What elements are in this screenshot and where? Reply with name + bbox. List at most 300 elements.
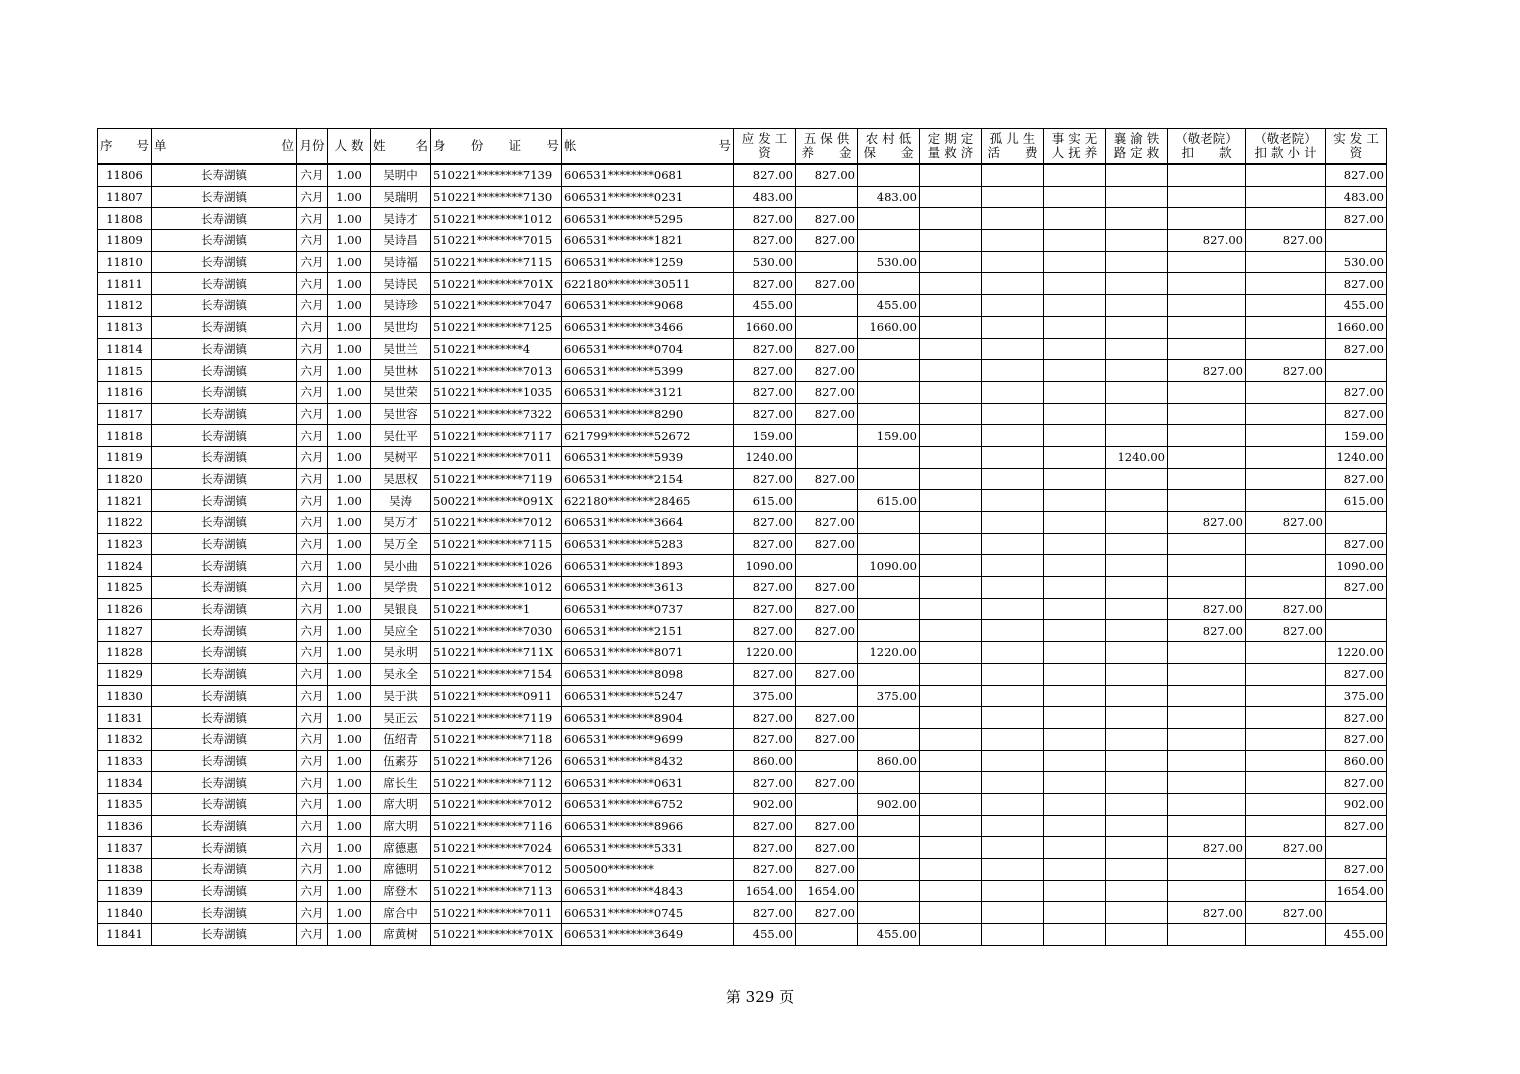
cell-id-number: 510221********1035: [431, 381, 562, 403]
table-row: [98, 425, 1387, 447]
table-row: [98, 251, 1387, 273]
cell-payable: 827.00: [734, 512, 796, 534]
cell-dibao: 375.00: [858, 685, 920, 707]
cell-deduct-subtotal: 827.00: [1246, 902, 1326, 924]
cell-account: 622180********28465: [562, 490, 734, 512]
cell-xiangyu: [1106, 728, 1168, 750]
cell-wubao: 827.00: [796, 707, 858, 729]
cell-shishi: [1044, 490, 1106, 512]
cell-deduct: [1168, 338, 1246, 360]
cell-actual: [1326, 902, 1387, 924]
cell-xiangyu: [1106, 468, 1168, 490]
cell-count: 1.00: [328, 381, 371, 403]
cell-deduct-subtotal: [1246, 186, 1326, 208]
cell-account: 606531********1259: [562, 251, 734, 273]
table-row: [98, 468, 1387, 490]
cell-deduct: [1168, 251, 1246, 273]
cell-dibao: 860.00: [858, 750, 920, 772]
cell-name: 吴明中: [371, 164, 431, 186]
cell-name: 吴思权: [371, 468, 431, 490]
cell-dibao: [858, 381, 920, 403]
cell-count: 1.00: [328, 902, 371, 924]
cell-xiangyu: [1106, 859, 1168, 881]
cell-wubao: 827.00: [796, 164, 858, 186]
cell-dibao: 455.00: [858, 295, 920, 317]
cell-id-number: 510221********7119: [431, 468, 562, 490]
cell-actual: 827.00: [1326, 273, 1387, 295]
cell-wubao: [796, 924, 858, 946]
cell-seq: 11817: [98, 403, 152, 425]
cell-id-number: 510221********7112: [431, 772, 562, 794]
cell-xiangyu: [1106, 750, 1168, 772]
cell-dibao: [858, 707, 920, 729]
table-row: [98, 403, 1387, 425]
cell-actual: 827.00: [1326, 663, 1387, 685]
cell-dibao: 530.00: [858, 251, 920, 273]
cell-count: 1.00: [328, 793, 371, 815]
cell-unit: 长寿湖镇: [152, 880, 297, 902]
table-row: [98, 186, 1387, 208]
cell-name: 席登木: [371, 880, 431, 902]
page-number: 第 329 页: [725, 988, 795, 1006]
header-row: [98, 129, 1387, 165]
cell-actual: 827.00: [1326, 468, 1387, 490]
cell-dingliang: [920, 728, 982, 750]
cell-id-number: 510221********7113: [431, 880, 562, 902]
cell-actual: 827.00: [1326, 208, 1387, 230]
cell-unit: 长寿湖镇: [152, 230, 297, 252]
header-deduct-subtotal: （敬老院） 扣 款 小 计: [1246, 129, 1326, 165]
cell-deduct: 827.00: [1168, 598, 1246, 620]
cell-deduct: [1168, 468, 1246, 490]
cell-actual: 615.00: [1326, 490, 1387, 512]
cell-id-number: 510221********7030: [431, 620, 562, 642]
cell-seq: 11832: [98, 728, 152, 750]
cell-unit: 长寿湖镇: [152, 815, 297, 837]
cell-unit: 长寿湖镇: [152, 663, 297, 685]
cell-count: 1.00: [328, 164, 371, 186]
cell-name: 吴诗珍: [371, 295, 431, 317]
table-row: [98, 512, 1387, 534]
cell-count: 1.00: [328, 273, 371, 295]
cell-name: 吴银良: [371, 598, 431, 620]
cell-dibao: [858, 230, 920, 252]
cell-id-number: 510221********7013: [431, 360, 562, 382]
cell-seq: 11838: [98, 859, 152, 881]
cell-account: 606531********8966: [562, 815, 734, 837]
cell-shishi: [1044, 555, 1106, 577]
cell-deduct-subtotal: 827.00: [1246, 230, 1326, 252]
cell-shishi: [1044, 164, 1106, 186]
cell-deduct: [1168, 859, 1246, 881]
cell-actual: 827.00: [1326, 338, 1387, 360]
cell-dingliang: [920, 555, 982, 577]
header-deduct: （敬老院） 扣 款: [1168, 129, 1246, 165]
cell-actual: 827.00: [1326, 403, 1387, 425]
cell-dibao: [858, 598, 920, 620]
cell-deduct: [1168, 316, 1246, 338]
cell-wubao: [796, 446, 858, 468]
cell-deduct-subtotal: [1246, 555, 1326, 577]
table-row: [98, 663, 1387, 685]
cell-dibao: [858, 620, 920, 642]
cell-id-number: 510221********7115: [431, 251, 562, 273]
cell-xiangyu: [1106, 902, 1168, 924]
cell-guer: [982, 750, 1044, 772]
cell-payable: 827.00: [734, 360, 796, 382]
cell-deduct: [1168, 924, 1246, 946]
cell-payable: 827.00: [734, 837, 796, 859]
cell-dingliang: [920, 772, 982, 794]
cell-shishi: [1044, 707, 1106, 729]
cell-deduct: [1168, 663, 1246, 685]
table-row: [98, 208, 1387, 230]
cell-deduct: [1168, 555, 1246, 577]
cell-actual: 827.00: [1326, 772, 1387, 794]
cell-guer: [982, 772, 1044, 794]
cell-payable: 827.00: [734, 772, 796, 794]
cell-guer: [982, 685, 1044, 707]
cell-month: 六月: [297, 425, 328, 447]
cell-name: 席德明: [371, 859, 431, 881]
table-row: [98, 360, 1387, 382]
cell-wubao: 827.00: [796, 533, 858, 555]
cell-name: 吴小曲: [371, 555, 431, 577]
cell-count: 1.00: [328, 251, 371, 273]
table-row: [98, 295, 1387, 317]
cell-guer: [982, 446, 1044, 468]
cell-xiangyu: [1106, 186, 1168, 208]
cell-id-number: 510221********7139: [431, 164, 562, 186]
cell-id-number: 510221********7126: [431, 750, 562, 772]
cell-account: 606531********9699: [562, 728, 734, 750]
cell-xiangyu: [1106, 642, 1168, 664]
cell-guer: [982, 859, 1044, 881]
cell-unit: 长寿湖镇: [152, 685, 297, 707]
cell-shishi: [1044, 663, 1106, 685]
cell-deduct: [1168, 273, 1246, 295]
cell-count: 1.00: [328, 446, 371, 468]
cell-month: 六月: [297, 251, 328, 273]
cell-deduct: 827.00: [1168, 230, 1246, 252]
cell-wubao: [796, 793, 858, 815]
table-row: [98, 230, 1387, 252]
header-id: 身 份 证 号: [431, 129, 562, 165]
cell-account: 606531********0681: [562, 164, 734, 186]
cell-wubao: 827.00: [796, 663, 858, 685]
cell-dingliang: [920, 381, 982, 403]
cell-name: 席大明: [371, 793, 431, 815]
cell-seq: 11833: [98, 750, 152, 772]
cell-name: 席大明: [371, 815, 431, 837]
cell-account: 606531********5399: [562, 360, 734, 382]
cell-deduct-subtotal: [1246, 446, 1326, 468]
cell-wubao: 827.00: [796, 273, 858, 295]
cell-dingliang: [920, 620, 982, 642]
cell-name: 吴诗民: [371, 273, 431, 295]
cell-account: 606531********8098: [562, 663, 734, 685]
cell-payable: 827.00: [734, 577, 796, 599]
cell-seq: 11840: [98, 902, 152, 924]
cell-xiangyu: [1106, 620, 1168, 642]
cell-seq: 11829: [98, 663, 152, 685]
cell-shishi: [1044, 533, 1106, 555]
cell-month: 六月: [297, 403, 328, 425]
cell-id-number: 510221********1: [431, 598, 562, 620]
table-row: [98, 598, 1387, 620]
table-row: [98, 338, 1387, 360]
cell-guer: [982, 598, 1044, 620]
header-month: 月份: [297, 129, 328, 165]
cell-account: 606531********3613: [562, 577, 734, 599]
cell-guer: [982, 924, 1044, 946]
cell-xiangyu: [1106, 512, 1168, 534]
cell-shishi: [1044, 577, 1106, 599]
cell-id-number: 510221********701X: [431, 924, 562, 946]
cell-xiangyu: [1106, 381, 1168, 403]
cell-name: 吴诗才: [371, 208, 431, 230]
cell-shishi: [1044, 230, 1106, 252]
cell-payable: 827.00: [734, 230, 796, 252]
cell-dibao: 483.00: [858, 186, 920, 208]
cell-dibao: 1090.00: [858, 555, 920, 577]
cell-shishi: [1044, 273, 1106, 295]
table-row: [98, 793, 1387, 815]
cell-deduct: 827.00: [1168, 837, 1246, 859]
cell-month: 六月: [297, 208, 328, 230]
cell-xiangyu: [1106, 164, 1168, 186]
cell-shishi: [1044, 750, 1106, 772]
cell-shishi: [1044, 446, 1106, 468]
cell-account: 621799********52672: [562, 425, 734, 447]
cell-deduct-subtotal: [1246, 490, 1326, 512]
cell-seq: 11816: [98, 381, 152, 403]
cell-dibao: [858, 338, 920, 360]
cell-deduct-subtotal: [1246, 251, 1326, 273]
cell-shishi: [1044, 924, 1106, 946]
cell-dingliang: [920, 490, 982, 512]
cell-seq: 11820: [98, 468, 152, 490]
cell-payable: 827.00: [734, 598, 796, 620]
cell-id-number: 510221********7322: [431, 403, 562, 425]
cell-actual: 1090.00: [1326, 555, 1387, 577]
cell-id-number: 510221********7047: [431, 295, 562, 317]
cell-deduct: 827.00: [1168, 360, 1246, 382]
cell-account: 606531********3466: [562, 316, 734, 338]
cell-unit: 长寿湖镇: [152, 468, 297, 490]
cell-deduct-subtotal: [1246, 685, 1326, 707]
cell-deduct-subtotal: 827.00: [1246, 360, 1326, 382]
cell-month: 六月: [297, 230, 328, 252]
cell-count: 1.00: [328, 663, 371, 685]
cell-deduct-subtotal: [1246, 642, 1326, 664]
cell-account: 606531********0631: [562, 772, 734, 794]
cell-id-number: 510221********7125: [431, 316, 562, 338]
cell-guer: [982, 512, 1044, 534]
cell-dingliang: [920, 512, 982, 534]
cell-xiangyu: [1106, 251, 1168, 273]
cell-dingliang: [920, 577, 982, 599]
cell-actual: 1660.00: [1326, 316, 1387, 338]
header-account: 帐 号: [562, 129, 734, 165]
cell-guer: [982, 295, 1044, 317]
cell-payable: 1654.00: [734, 880, 796, 902]
cell-seq: 11831: [98, 707, 152, 729]
cell-deduct-subtotal: [1246, 316, 1326, 338]
cell-month: 六月: [297, 728, 328, 750]
cell-deduct-subtotal: [1246, 425, 1326, 447]
cell-unit: 长寿湖镇: [152, 381, 297, 403]
cell-deduct-subtotal: 827.00: [1246, 620, 1326, 642]
cell-seq: 11824: [98, 555, 152, 577]
cell-payable: 1090.00: [734, 555, 796, 577]
cell-deduct: [1168, 685, 1246, 707]
cell-deduct-subtotal: [1246, 880, 1326, 902]
cell-actual: 827.00: [1326, 381, 1387, 403]
cell-shishi: [1044, 425, 1106, 447]
cell-guer: [982, 360, 1044, 382]
header-dibao: 农 村 低 保 金: [858, 129, 920, 165]
table-row: [98, 685, 1387, 707]
cell-dibao: [858, 772, 920, 794]
cell-guer: [982, 642, 1044, 664]
cell-deduct: [1168, 295, 1246, 317]
cell-id-number: 510221********7012: [431, 793, 562, 815]
cell-dibao: [858, 208, 920, 230]
cell-count: 1.00: [328, 490, 371, 512]
cell-payable: 827.00: [734, 533, 796, 555]
cell-deduct-subtotal: [1246, 859, 1326, 881]
cell-shishi: [1044, 880, 1106, 902]
header-count: 人 数: [328, 129, 371, 165]
cell-name: 吴仕平: [371, 425, 431, 447]
welfare-payment-table: [97, 128, 1387, 946]
cell-seq: 11830: [98, 685, 152, 707]
cell-guer: [982, 663, 1044, 685]
cell-account: 606531********5247: [562, 685, 734, 707]
cell-unit: 长寿湖镇: [152, 208, 297, 230]
cell-deduct-subtotal: [1246, 707, 1326, 729]
cell-actual: [1326, 837, 1387, 859]
cell-seq: 11818: [98, 425, 152, 447]
cell-actual: 1220.00: [1326, 642, 1387, 664]
header-actual: 实 发 工 资: [1326, 129, 1387, 165]
cell-name: 席长生: [371, 772, 431, 794]
cell-unit: 长寿湖镇: [152, 750, 297, 772]
cell-guer: [982, 728, 1044, 750]
cell-guer: [982, 555, 1044, 577]
cell-month: 六月: [297, 620, 328, 642]
cell-wubao: 827.00: [796, 338, 858, 360]
header-unit: 单 位: [152, 129, 297, 165]
cell-name: 吴万才: [371, 512, 431, 534]
cell-deduct-subtotal: [1246, 208, 1326, 230]
cell-dingliang: [920, 208, 982, 230]
cell-month: 六月: [297, 750, 328, 772]
cell-guer: [982, 793, 1044, 815]
cell-payable: 827.00: [734, 468, 796, 490]
cell-deduct: [1168, 533, 1246, 555]
cell-month: 六月: [297, 446, 328, 468]
cell-name: 吴瑞明: [371, 186, 431, 208]
table-row: [98, 555, 1387, 577]
cell-shishi: [1044, 316, 1106, 338]
cell-shishi: [1044, 598, 1106, 620]
cell-deduct-subtotal: [1246, 815, 1326, 837]
cell-seq: 11835: [98, 793, 152, 815]
table-row: [98, 381, 1387, 403]
cell-dibao: [858, 533, 920, 555]
cell-guer: [982, 208, 1044, 230]
cell-id-number: 510221********7130: [431, 186, 562, 208]
table-row: [98, 490, 1387, 512]
cell-shishi: [1044, 620, 1106, 642]
cell-actual: 827.00: [1326, 859, 1387, 881]
cell-month: 六月: [297, 772, 328, 794]
cell-payable: 860.00: [734, 750, 796, 772]
cell-guer: [982, 251, 1044, 273]
cell-id-number: 510221********7154: [431, 663, 562, 685]
cell-month: 六月: [297, 663, 328, 685]
cell-xiangyu: [1106, 663, 1168, 685]
cell-name: 吴于洪: [371, 685, 431, 707]
cell-seq: 11819: [98, 446, 152, 468]
cell-guer: [982, 902, 1044, 924]
cell-dingliang: [920, 880, 982, 902]
cell-seq: 11810: [98, 251, 152, 273]
cell-deduct: 827.00: [1168, 512, 1246, 534]
cell-month: 六月: [297, 707, 328, 729]
cell-deduct: [1168, 164, 1246, 186]
cell-wubao: [796, 425, 858, 447]
cell-payable: 902.00: [734, 793, 796, 815]
cell-dingliang: [920, 403, 982, 425]
cell-actual: 827.00: [1326, 707, 1387, 729]
cell-dingliang: [920, 837, 982, 859]
cell-payable: 1220.00: [734, 642, 796, 664]
cell-shishi: [1044, 468, 1106, 490]
cell-xiangyu: [1106, 793, 1168, 815]
header-wubao: 五 保 供 养 金: [796, 129, 858, 165]
cell-payable: 159.00: [734, 425, 796, 447]
cell-payable: 827.00: [734, 707, 796, 729]
cell-xiangyu: [1106, 208, 1168, 230]
cell-month: 六月: [297, 468, 328, 490]
header-shishi: 事 实 无 人 抚 养: [1044, 129, 1106, 165]
cell-guer: [982, 707, 1044, 729]
cell-wubao: 827.00: [796, 381, 858, 403]
cell-shishi: [1044, 859, 1106, 881]
cell-wubao: 827.00: [796, 403, 858, 425]
cell-month: 六月: [297, 902, 328, 924]
cell-deduct: [1168, 772, 1246, 794]
cell-id-number: 510221********7117: [431, 425, 562, 447]
cell-name: 吴应全: [371, 620, 431, 642]
cell-dingliang: [920, 924, 982, 946]
cell-seq: 11822: [98, 512, 152, 534]
cell-unit: 长寿湖镇: [152, 446, 297, 468]
cell-payable: 827.00: [734, 902, 796, 924]
cell-count: 1.00: [328, 837, 371, 859]
cell-guer: [982, 620, 1044, 642]
cell-unit: 长寿湖镇: [152, 859, 297, 881]
cell-actual: 860.00: [1326, 750, 1387, 772]
cell-dibao: 902.00: [858, 793, 920, 815]
cell-count: 1.00: [328, 468, 371, 490]
cell-shishi: [1044, 338, 1106, 360]
cell-dingliang: [920, 793, 982, 815]
cell-month: 六月: [297, 685, 328, 707]
